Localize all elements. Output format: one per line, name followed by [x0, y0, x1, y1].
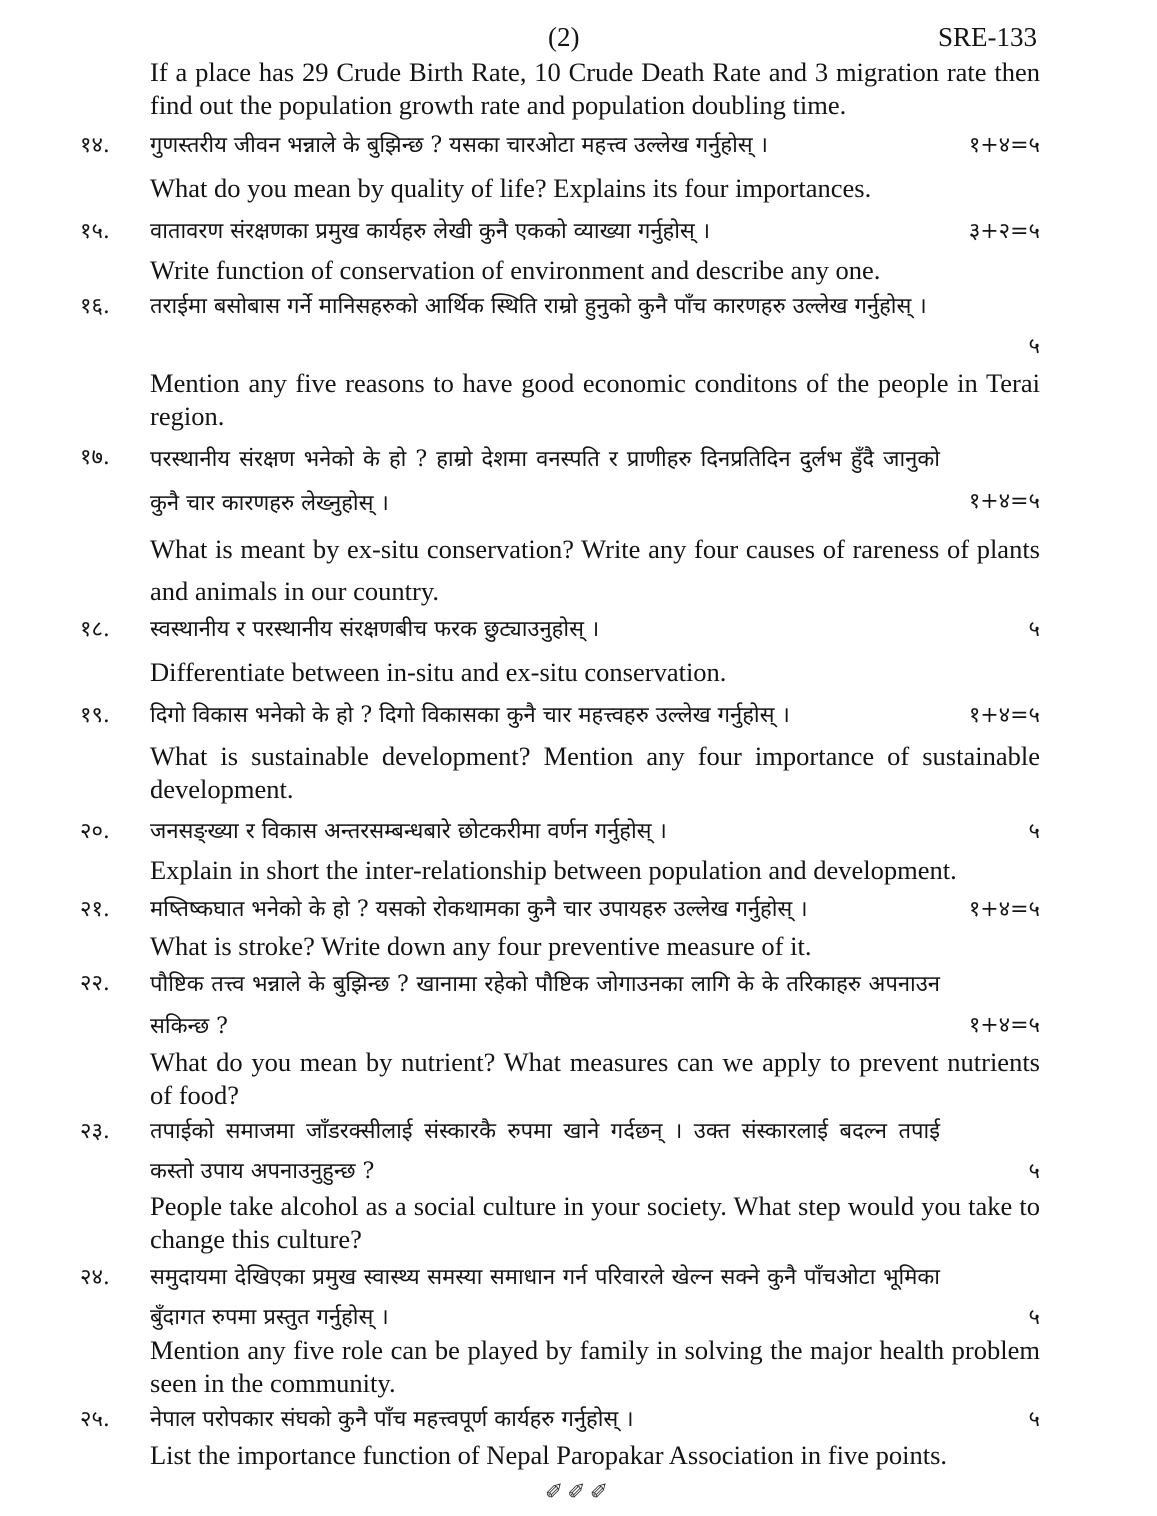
question-marks: १+४=५ — [968, 133, 1040, 158]
question-marks: ५ — [1028, 617, 1040, 642]
question-text-np: परस्थानीय संरक्षण भनेको के हो ? हाम्रो देशमा वनस्पति र प्राणीहरु दिनप्रतिदिन दुर्लभ हुँदै जानुको कुनै चार कारणहरु लेख्नुहोस् । — [150, 447, 940, 516]
question-marks: ५ — [1028, 1407, 1040, 1432]
question-text-en: What is meant by ex-situ conservation? Write any four causes of rareness of plants and animals in our country. — [150, 534, 1040, 606]
question-24 — [80, 1258, 1040, 1338]
question-marks: १+४=५ — [968, 703, 1040, 728]
question-16 — [80, 287, 1040, 367]
question-marks: ३+२=५ — [968, 219, 1040, 244]
exam-code: SRE-133 — [937, 22, 1037, 52]
question-text-np: मष्तिष्कघात भनेको के हो ? यसको रोकथामका कुनै चार उपायहरु उल्लेख गर्नुहोस् । — [150, 897, 808, 922]
question-text-np: नेपाल परोपकार संघको कुनै पाँच महत्त्वपूर्ण कार्यहरु गर्नुहोस् । — [150, 1407, 634, 1432]
question-marks: १+४=५ — [968, 489, 1040, 514]
question-number: १९. — [80, 703, 110, 728]
question-marks: ५ — [1028, 1305, 1040, 1330]
question-text-np: वातावरण संरक्षणका प्रमुख कार्यहरु लेखी कुनै एकको व्याख्या गर्नुहोस् । — [150, 219, 711, 244]
question-marks: ५ — [1028, 334, 1040, 359]
question-text-en: Mention any five reasons to have good economic conditons of the people in Terai region. — [150, 368, 1040, 431]
question-text-en: Write function of conservation of environment and describe any one. — [150, 255, 881, 285]
question-number: १५. — [80, 219, 110, 244]
question-number: २५. — [80, 1407, 110, 1432]
question-marks: १+४=५ — [968, 1013, 1040, 1038]
question-number: १४. — [80, 133, 110, 158]
question-text-np: स्वस्थानीय र परस्थानीय संरक्षणबीच फरक छुट्याउनुहोस् । — [150, 617, 600, 642]
page-number: (2) — [548, 22, 580, 52]
question-number: १८. — [80, 617, 110, 642]
question-text-en: What do you mean by nutrient? What measures can we apply to prevent nutrients of food? — [150, 1047, 1040, 1110]
question-text-en: What do you mean by quality of life? Explains its four importances. — [150, 173, 872, 203]
question-number: १७. — [80, 445, 110, 470]
question-text-en: What is sustainable development? Mention any four importance of sustainable development. — [150, 741, 1040, 804]
question-text-np: तपाईको समाजमा जाँडरक्सीलाई संस्कारकै रुपमा खाने गर्दछन् । उक्त संस्कारलाई बदल्न तपाई कस्तो उपाय अपनाउनुहुन्छ ? — [150, 1119, 940, 1184]
question-text-en: Mention any five role can be played by family in solving the major health problem seen in the community. — [150, 1335, 1040, 1398]
question-marks: ५ — [1028, 1159, 1040, 1184]
question-number: १६. — [80, 294, 110, 319]
question-22 — [80, 964, 1040, 1048]
question-text-np: गुणस्तरीय जीवन भन्नाले के बुझिन्छ ? यसका चारओटा महत्त्व उल्लेख गर्नुहोस् । — [150, 133, 768, 158]
question-text-np: जनसङ्ख्या र विकास अन्तरसम्बन्धबारे छोटकरीमा वर्णन गर्नुहोस् । — [150, 819, 667, 844]
question-number: २४. — [80, 1265, 110, 1290]
question-text-np: समुदायमा देखिएका प्रमुख स्वास्थ्य समस्या समाधान गर्न परिवारले खेल्न सक्ने कुनै पाँचओटा भूमिका बुँदागत रुपमा प्रस्तुत गर्नुहोस् । — [150, 1265, 940, 1330]
question-text-en: Explain in short the inter-relationship between population and development. — [150, 855, 957, 885]
question-text-en: Differentiate between in-situ and ex-situ conservation. — [150, 657, 727, 687]
question-number: २०. — [80, 819, 110, 844]
intro-question-en: If a place has 29 Crude Birth Rate, 10 Crude Death Rate and 3 migration rate then find out the population growth rate and population doubling time. — [150, 57, 1040, 120]
question-text-en: List the importance function of Nepal Paropakar Association in five points. — [150, 1440, 948, 1470]
question-marks: १+४=५ — [968, 897, 1040, 922]
question-text-np: पौष्टिक तत्त्व भन्नाले के बुझिन्छ ? खानामा रहेको पौष्टिक जोगाउनका लागि के के तरिकाहरु अपनाउन सकिन्छ ? — [150, 972, 940, 1039]
question-number: २३. — [80, 1119, 110, 1144]
question-17 — [80, 438, 1040, 528]
question-number: २२. — [80, 971, 110, 996]
question-23 — [80, 1112, 1040, 1192]
question-text-np: दिगो विकास भनेको के हो ? दिगो विकासका कुनै चार महत्त्वहरु उल्लेख गर्नुहोस् । — [150, 703, 790, 728]
question-number: २१. — [80, 897, 110, 922]
question-text-en: People take alcohol as a social culture in your society. What step would you take to change this culture? — [150, 1191, 1040, 1254]
question-text-np: तराईमा बसोबास गर्ने मानिसहरुको आर्थिक स्थिति राम्रो हुनुको कुनै पाँच कारणहरु उल्लेख गर्नुहोस् । — [150, 294, 927, 319]
question-text-en: What is stroke? Write down any four preventive measure of it. — [150, 931, 812, 961]
end-of-page-mark: ✐✐✐ — [544, 1480, 613, 1505]
question-marks: ५ — [1028, 819, 1040, 844]
